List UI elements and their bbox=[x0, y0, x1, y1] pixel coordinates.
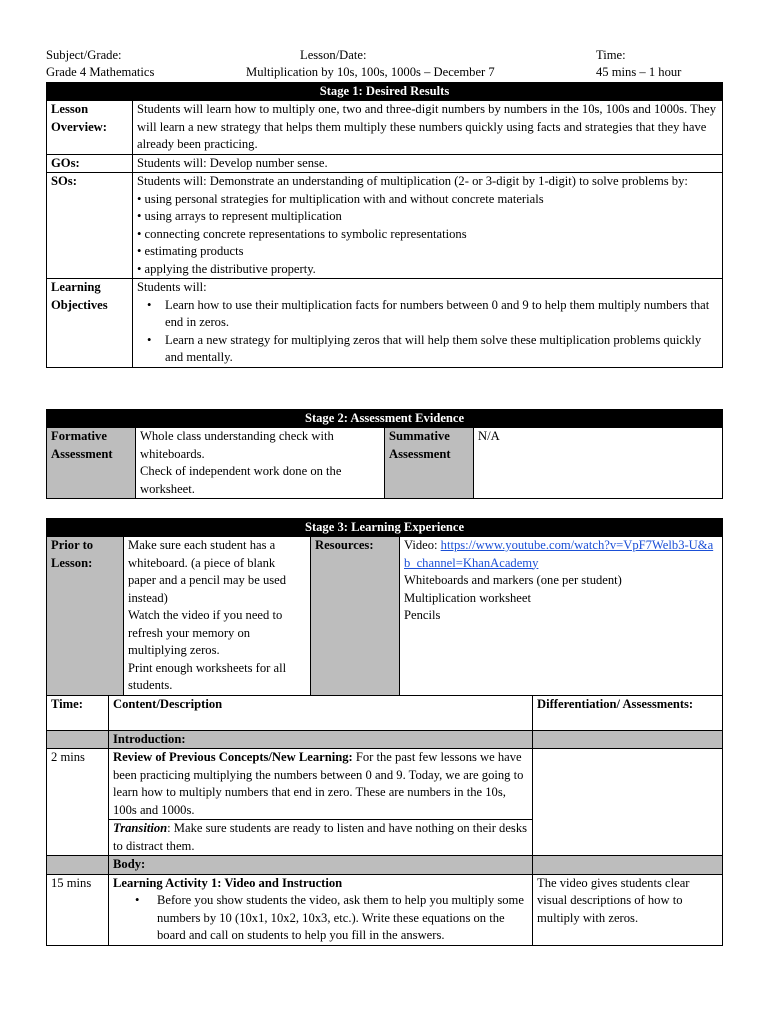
prior-item: Watch the video if you need to refresh your memory on multiplying zeros. bbox=[128, 608, 283, 657]
resources-cell bbox=[400, 537, 723, 696]
col-content: Content/Description bbox=[109, 695, 533, 730]
transition-label: Transition bbox=[113, 821, 168, 835]
intro-diff-cell bbox=[533, 730, 723, 749]
col-time: Time: bbox=[47, 695, 109, 730]
activity-diff: The video gives students clear visual descriptions of how to multiply with zeros. bbox=[533, 874, 723, 945]
prior-item: Print enough worksheets for all students. bbox=[128, 660, 287, 692]
activity-item: • Before you show students the video, ask them to help you multiply some numbers by 10 (10x1, 10x2, 10x3, etc.). Write these equations on the board and call on students to help you fill in the answers. bbox=[113, 892, 528, 945]
summative-text: N/A bbox=[474, 428, 723, 499]
body-time-cell bbox=[47, 856, 109, 875]
prior-label: Prior to Lesson: bbox=[47, 537, 124, 696]
review-cell bbox=[109, 749, 533, 820]
transition-text: : Make sure students are ready to listen and have nothing on their desks to distract them. bbox=[113, 821, 528, 853]
sos-item: • applying the distributive property. bbox=[137, 261, 316, 276]
transition-cell bbox=[109, 820, 533, 856]
stage3-table bbox=[46, 518, 723, 946]
subject-value: Grade 4 Mathematics bbox=[46, 65, 155, 79]
formative-text: Whole class understanding check with whiteboards. bbox=[140, 429, 334, 461]
resource-item: Whiteboards and markers (one per student) bbox=[404, 573, 622, 587]
lo-item: • Learn a new strategy for multiplying zeros that will help them solve these multiplication problems quickly and mentally. bbox=[137, 332, 718, 367]
activity-time: 15 mins bbox=[47, 874, 109, 945]
formative-text: Check of independent work done on the worksheet. bbox=[140, 464, 342, 496]
body-diff-cell bbox=[533, 856, 723, 875]
formative-label: Formative Assessment bbox=[47, 428, 136, 499]
prior-item: Make sure each student has a whiteboard. (a piece of blank paper and a pencil may be used instead) bbox=[128, 538, 287, 605]
activity-title: Learning Activity 1: Video and Instruction bbox=[113, 875, 343, 890]
time-value: 45 mins – 1 hour bbox=[596, 65, 682, 79]
sos-item: • estimating products bbox=[137, 244, 244, 258]
summative-label: Summative Assessment bbox=[385, 428, 474, 499]
review-title: Review of Previous Concepts/New Learning: bbox=[113, 750, 353, 764]
gos-label: GOs: bbox=[47, 154, 133, 173]
lesson-label: Lesson/Date: bbox=[300, 48, 367, 62]
lo-cell bbox=[133, 279, 723, 368]
lo-intro: Students will: bbox=[137, 280, 207, 294]
lo-item: • Learn how to use their multiplication facts for numbers between 0 and 9 to help them multiply numbers that end in zeros. bbox=[137, 297, 718, 332]
time-label: Time: bbox=[596, 48, 626, 62]
overview-label: Lesson Overview: bbox=[47, 101, 133, 155]
lesson-value: Multiplication by 10s, 100s, 1000s – December 7 bbox=[246, 65, 495, 79]
sos-label: SOs: bbox=[47, 173, 133, 279]
stage3-title: Stage 3: Learning Experience bbox=[47, 519, 723, 537]
intro-label: Introduction: bbox=[109, 730, 533, 749]
col-diff: Differentiation/ Assessments: bbox=[533, 695, 723, 730]
resource-item: Multiplication worksheet bbox=[404, 590, 531, 605]
sos-item: • using arrays to represent multiplication bbox=[137, 209, 342, 223]
prior-cell bbox=[124, 537, 311, 696]
resource-item: Pencils bbox=[404, 608, 441, 622]
intro-time-cell bbox=[47, 730, 109, 749]
formative-cell bbox=[136, 428, 385, 499]
stage1-table bbox=[46, 82, 723, 368]
review-text: For the past few lessons we have been practicing multiplying the numbers between 0 and 9. Today, we are going to learn how to multiply numbers that end in zero. These are numbers in the 10s, 100s and 1000s. bbox=[113, 750, 524, 817]
review-time: 2 mins bbox=[47, 749, 109, 856]
stage2-table bbox=[46, 409, 723, 499]
stage2-title: Stage 2: Assessment Evidence bbox=[47, 410, 723, 428]
review-diff-cell bbox=[533, 749, 723, 856]
resources-label: Resources: bbox=[311, 537, 400, 696]
subject-label: Subject/Grade: bbox=[46, 48, 122, 62]
gos-text: Students will: Develop number sense. bbox=[133, 154, 723, 173]
video-link[interactable]: https://www.youtube.com/watch?v=VpF7Welb3-U&ab_channel=KhanAcademy bbox=[404, 538, 714, 570]
video-line bbox=[404, 537, 718, 572]
sos-item: • using personal strategies for multiplication with and without concrete materials bbox=[137, 191, 544, 206]
video-label: Video: bbox=[404, 538, 441, 552]
sos-intro: Students will: Demonstrate an understanding of multiplication (2- or 3-digit by 1-digit) to solve problems by: bbox=[137, 174, 688, 188]
sos-cell bbox=[133, 173, 723, 279]
sos-item: • connecting concrete representations to symbolic representations bbox=[137, 226, 467, 241]
lo-label: Learning Objectives bbox=[47, 279, 133, 368]
overview-text: Students will learn how to multiply one, two and three-digit numbers by numbers in the 10s, 100s and 1000s. They will learn a new strategy that helps them multiply these numbers quickly using facts and strategies that they have already been practicing. bbox=[133, 101, 723, 155]
stage1-title: Stage 1: Desired Results bbox=[47, 83, 723, 101]
activity-cell bbox=[109, 874, 533, 945]
body-label: Body: bbox=[109, 856, 533, 875]
